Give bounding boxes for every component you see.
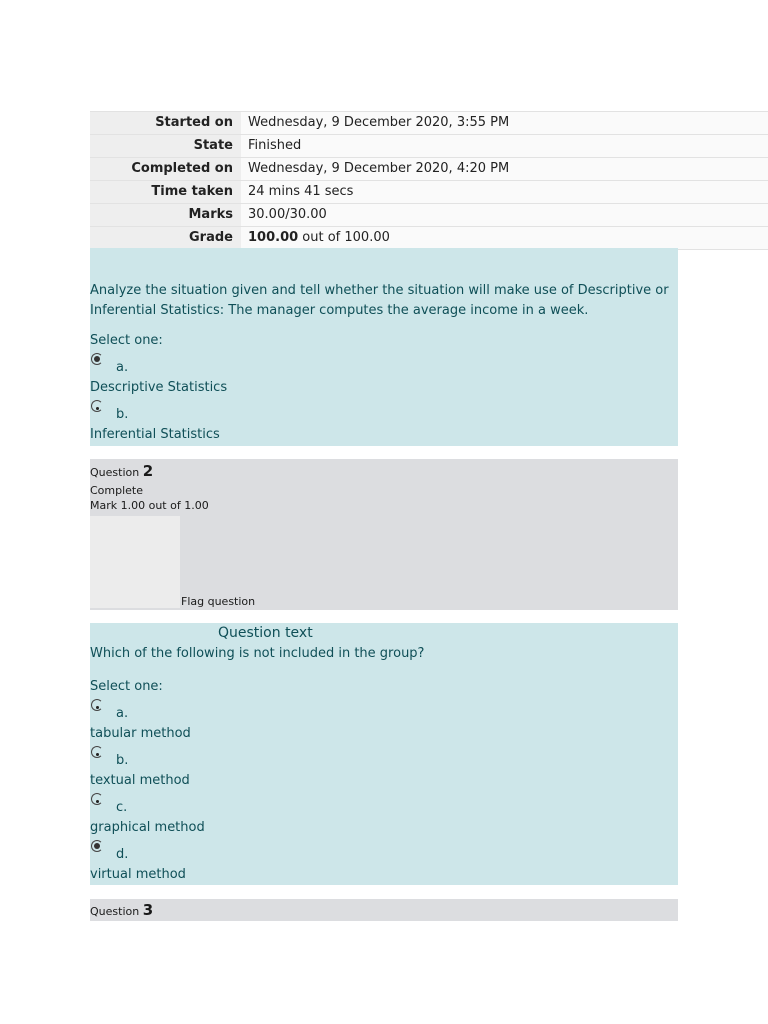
option-b[interactable] — [90, 744, 678, 771]
summary-value: Wednesday, 9 December 2020, 4:20 PM — [241, 158, 768, 180]
question-3-info — [90, 899, 678, 921]
option-letter: c. — [116, 800, 128, 815]
flag-question-link[interactable]: Flag question — [181, 595, 256, 608]
radio-button[interactable] — [91, 400, 103, 412]
option-b[interactable] — [90, 398, 678, 425]
option-c[interactable] — [90, 791, 678, 818]
summary-row-marks — [90, 204, 768, 227]
flag-area — [90, 516, 180, 608]
summary-value — [241, 227, 768, 249]
option-letter: a. — [116, 706, 129, 721]
option-letter: d. — [116, 847, 129, 862]
radio-button[interactable] — [91, 793, 103, 805]
summary-value: 30.00/30.00 — [241, 204, 768, 226]
radio-button-checked[interactable] — [91, 353, 103, 365]
question-number-value: 2 — [142, 462, 154, 480]
option-a[interactable] — [90, 697, 678, 724]
question-mark: Mark 1.00 out of 1.00 — [90, 499, 209, 512]
question-2-content — [90, 643, 678, 885]
question-text-heading-label: Question text — [218, 625, 313, 641]
select-one-label: Select one: — [90, 333, 163, 348]
radio-button[interactable] — [91, 746, 103, 758]
summary-row-grade — [90, 227, 768, 250]
summary-key: Grade — [90, 227, 241, 249]
option-answer-text[interactable]: Descriptive Statistics — [90, 380, 228, 395]
summary-row-started-on — [90, 112, 768, 135]
option-answer-text[interactable]: tabular method — [90, 726, 191, 741]
option-answer-text[interactable]: graphical method — [90, 820, 205, 835]
question-state: Complete — [90, 484, 144, 497]
summary-value: 24 mins 41 secs — [241, 181, 768, 203]
question-label: Question — [90, 905, 140, 918]
summary-key: Time taken — [90, 181, 241, 203]
summary-key: State — [90, 135, 241, 157]
question-text: Which of the following is not included in the group? — [90, 646, 425, 661]
option-letter: b. — [116, 753, 129, 768]
question-number-value: 3 — [142, 901, 154, 919]
option-answer-text[interactable]: Inferential Statistics — [90, 427, 220, 442]
question-text-heading — [90, 623, 678, 643]
summary-key: Started on — [90, 112, 241, 134]
summary-key: Completed on — [90, 158, 241, 180]
question-2-info — [90, 459, 678, 610]
question-1-content — [90, 248, 678, 446]
attempt-summary-table — [90, 111, 768, 250]
question-number — [90, 899, 678, 922]
summary-row-state — [90, 135, 768, 158]
question-number — [90, 459, 678, 483]
grade-out-of: out of 100.00 — [298, 230, 390, 245]
summary-key: Marks — [90, 204, 241, 226]
summary-value: Finished — [241, 135, 768, 157]
option-answer-text[interactable]: virtual method — [90, 867, 186, 882]
grade-score: 100.00 — [248, 230, 299, 245]
option-letter: a. — [116, 360, 129, 375]
select-one-label: Select one: — [90, 679, 163, 694]
option-answer-text[interactable]: textual method — [90, 773, 190, 788]
question-text: Analyze the situation given and tell whether the situation will make use of Descriptive or Inferential Statistics: The manager computes the average income in a week. — [90, 283, 669, 318]
summary-row-completed-on — [90, 158, 768, 181]
summary-row-time-taken — [90, 181, 768, 204]
option-a[interactable] — [90, 351, 678, 378]
question-label: Question — [90, 466, 140, 479]
summary-value: Wednesday, 9 December 2020, 3:55 PM — [241, 112, 768, 134]
option-d[interactable] — [90, 838, 678, 865]
option-letter: b. — [116, 407, 129, 422]
radio-button[interactable] — [91, 699, 103, 711]
radio-button-checked[interactable] — [91, 840, 103, 852]
